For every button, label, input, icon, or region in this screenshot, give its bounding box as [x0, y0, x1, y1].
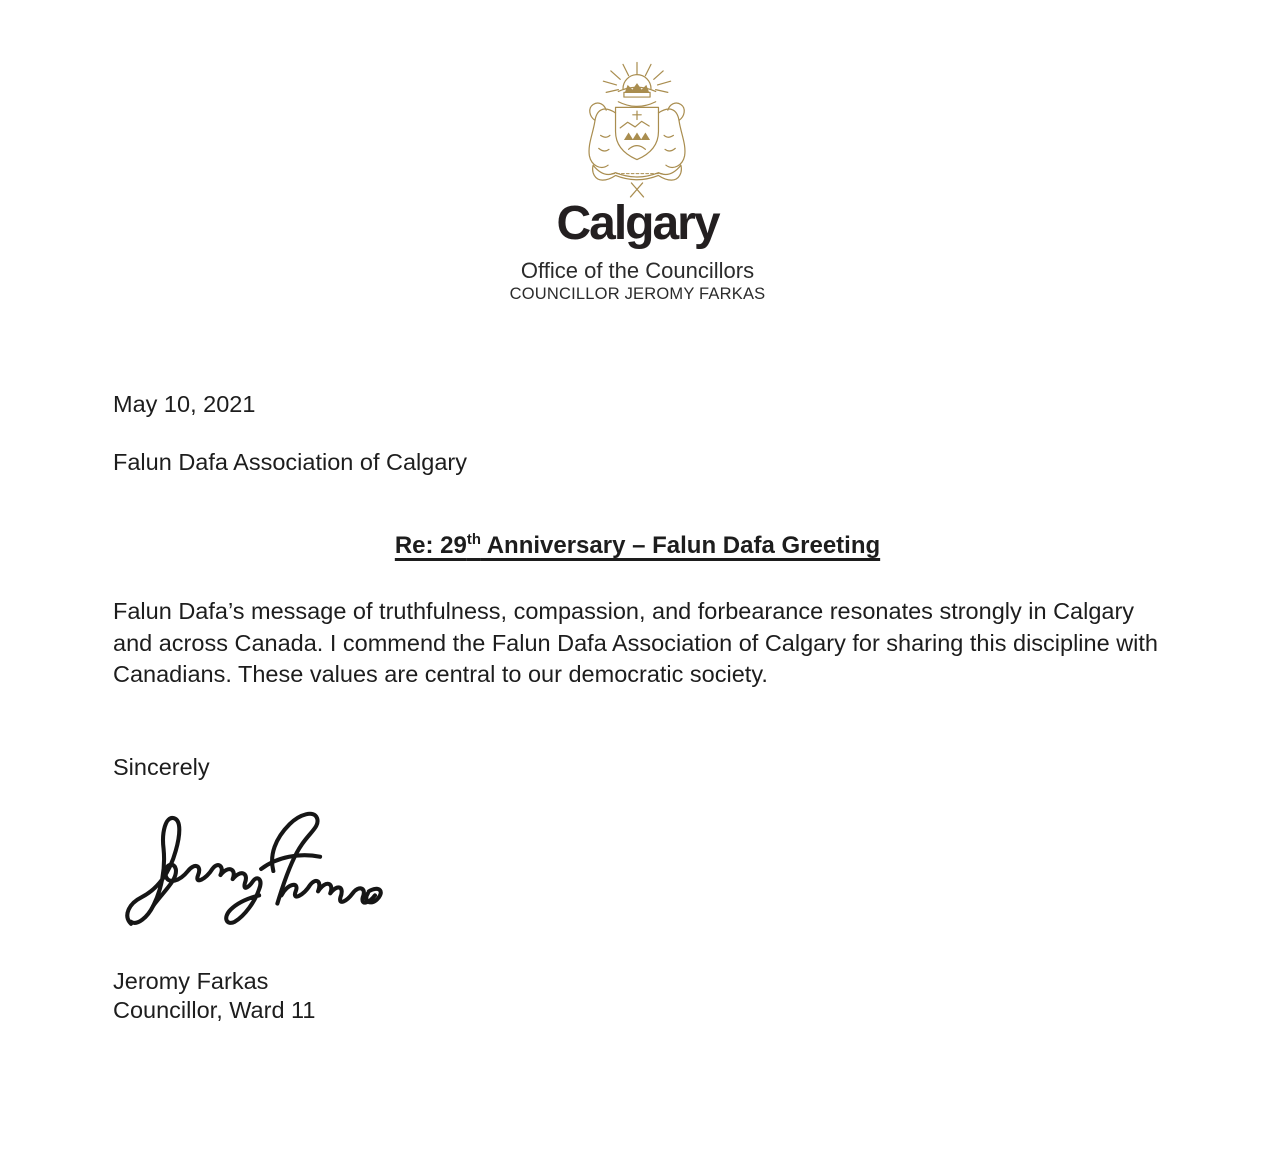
- subject-ordinal-superscript: th: [466, 532, 481, 548]
- subject-line: [0, 532, 1275, 560]
- handwritten-signature: [120, 810, 386, 934]
- signer-title: Councillor, Ward 11: [113, 997, 316, 1023]
- letter-date: May 10, 2021: [113, 391, 256, 417]
- councillor-line: COUNCILLOR JEROMY FARKAS: [509, 285, 766, 303]
- signer-name: Jeromy Farkas: [113, 968, 269, 994]
- subject-rest: Anniversary – Falun Dafa Greeting: [480, 532, 881, 559]
- subject-prefix: Re: 29: [394, 532, 467, 559]
- calgary-wordmark: Calgary: [556, 197, 719, 250]
- calgary-coat-of-arms-icon: [567, 60, 707, 206]
- subject-text: [395, 532, 880, 559]
- office-line: Office of the Councillors: [520, 258, 755, 283]
- recipient-name: Falun Dafa Association of Calgary: [113, 449, 467, 475]
- body-paragraph: Falun Dafa’s message of truthfulness, compassion, and forbearance resonates strongly in Calgary and across Canada. I commend the Falun Dafa Association of Calgary for sharing this discipline with Canadians. These values are central to our democratic society.: [113, 598, 1158, 687]
- closing: Sincerely: [113, 754, 210, 780]
